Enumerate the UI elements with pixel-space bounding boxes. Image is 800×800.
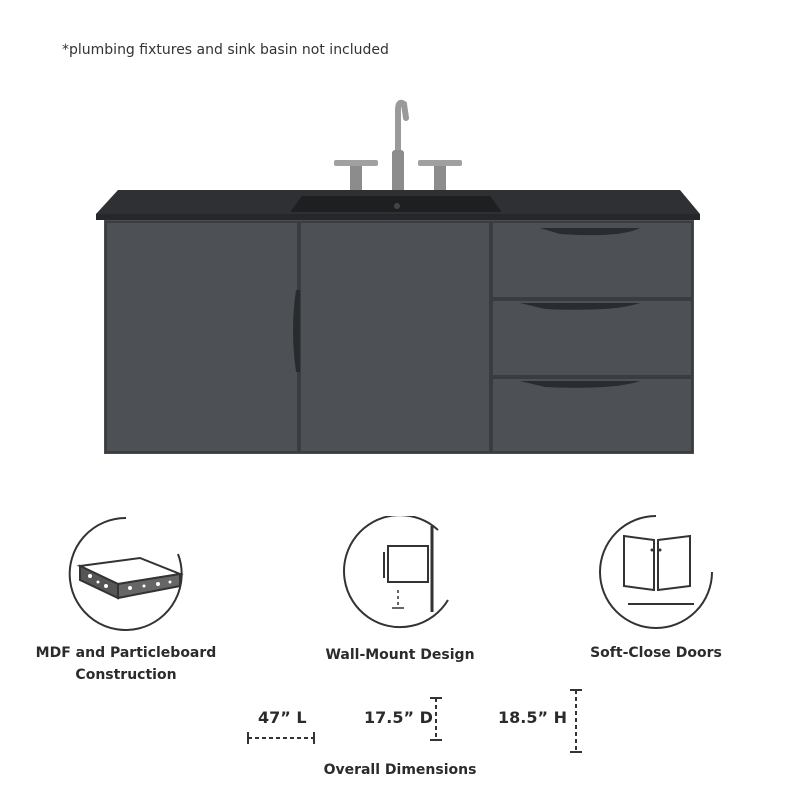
length-dimension-line-icon	[246, 730, 318, 746]
faucet-icon	[334, 103, 462, 194]
feature-label-soft-close: Soft-Close Doors	[590, 645, 722, 661]
feature-label-wall-mount: Wall-Mount Design	[325, 647, 475, 663]
dimension-length: 47” L	[258, 708, 307, 727]
overall-dimensions-title: Overall Dimensions	[323, 762, 477, 778]
feature-label-mdf-line1: MDF and Particleboard	[35, 645, 217, 661]
disclaimer-note: *plumbing fixtures and sink basin not included	[62, 42, 389, 58]
dimension-height: 18.5” H	[498, 708, 567, 727]
dimension-depth: 17.5” D	[364, 708, 433, 727]
height-dimension-line-icon	[568, 688, 584, 756]
depth-dimension-line-icon	[428, 696, 444, 744]
feature-label-mdf	[26, 642, 226, 686]
wall-mount-icon	[338, 516, 460, 638]
board-layers-icon	[66, 514, 186, 634]
soft-close-doors-icon	[594, 510, 718, 634]
feature-label-mdf-line2: Construction	[75, 667, 177, 683]
